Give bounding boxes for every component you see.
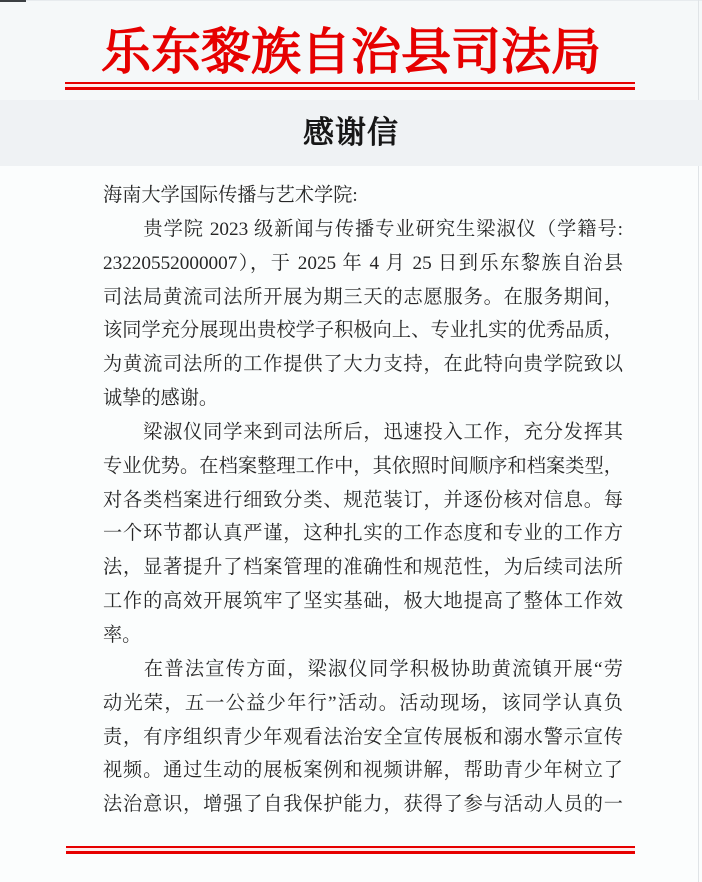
body-line: 法，显著提升了档案管理的准确性和规范性，为后续司法所 — [103, 557, 623, 579]
top-left-edge-mark — [0, 0, 26, 2]
body-line: 23220552000007），于 2025 年 4 月 25 日到乐东黎族自治县 — [103, 252, 623, 274]
body-line: 责，有序组织青少年观看法治安全宣传展板和溺水警示宣传 — [103, 726, 623, 748]
letterhead-org-name: 乐东黎族自治县司法局 — [101, 24, 601, 80]
body-line: 梁淑仪同学来到司法所后，迅速投入工作，充分发挥其 — [103, 421, 623, 443]
body-line: 诚挚的感谢。 — [103, 388, 219, 410]
body-line: 视频。通过生动的展板案例和视频讲解，帮助青少年树立了 — [103, 760, 623, 782]
letter-title-band — [0, 100, 702, 166]
red-divider-top — [65, 82, 635, 90]
body-line: 对各类档案进行细致分类、规范装订，并逐份核对信息。每 — [103, 489, 623, 511]
body-line: 一个环节都认真严谨，这种扎实的工作态度和专业的工作方 — [103, 523, 623, 545]
letter-title: 感谢信 — [303, 115, 399, 150]
body-line: 工作的高效开展筑牢了坚实基础，极大地提高了整体工作效 — [103, 591, 623, 613]
body-line: 动光荣，五一公益少年行”活动。活动现场，该同学认真负 — [103, 692, 623, 714]
body-line: 司法局黄流司法所开展为期三天的志愿服务。在服务期间， — [103, 286, 623, 308]
body-line: 法治意识，增强了自我保护能力，获得了参与活动人员的一 — [103, 794, 623, 816]
red-divider-bottom — [66, 846, 635, 854]
body-line: 该同学充分展现出贵校学子积极向上、专业扎实的优秀品质， — [103, 320, 623, 342]
letter-body — [103, 179, 623, 822]
salutation-line: 海南大学国际传播与艺术学院: — [103, 185, 358, 206]
body-line: 率。 — [103, 624, 142, 646]
body-line: 专业优势。在档案整理工作中，其依照时间顺序和档案类型， — [103, 455, 623, 477]
body-line: 为黄流司法所的工作提供了大力支持，在此特向贵学院致以 — [103, 354, 623, 376]
top-edge-hairline — [0, 0, 702, 1]
body-line: 在普法宣传方面，梁淑仪同学积极协助黄流镇开展“劳 — [103, 658, 623, 680]
body-line: 贵学院 2023 级新闻与传播专业研究生梁淑仪（学籍号: — [103, 218, 623, 240]
